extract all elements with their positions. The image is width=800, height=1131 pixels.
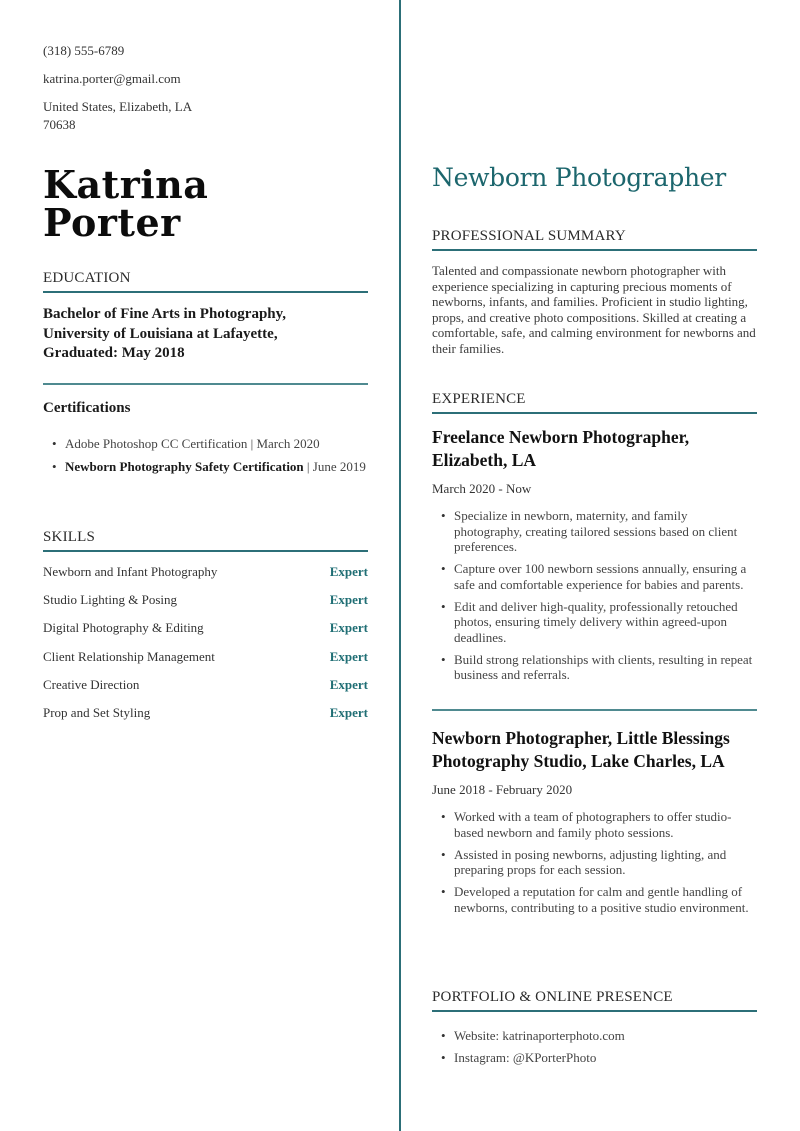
contact-phone: (318) 555-6789	[43, 43, 125, 58]
skill-row	[43, 705, 368, 733]
skill-level: Expert	[329, 704, 368, 720]
education-entry	[43, 305, 368, 364]
job-bullet: • Specialize in newborn, maternity, and family photography, creating tailored sessions based on client preferences.	[432, 508, 757, 555]
experience-heading: EXPERIENCE	[432, 391, 757, 414]
portfolio-section	[432, 989, 757, 1072]
job-bullets	[432, 508, 757, 683]
contact-email: katrina.porter@gmail.com	[43, 71, 181, 86]
certification-item: • Adobe Photoshop CC Certification | March 2020	[43, 436, 368, 452]
contact-address-line1: United States, Elizabeth, LA	[43, 99, 193, 114]
job-dates: June 2018 - February 2020	[432, 782, 573, 797]
skill-level: Expert	[329, 648, 368, 664]
summary-section	[432, 228, 757, 356]
portfolio-heading: PORTFOLIO & ONLINE PRESENCE	[432, 989, 757, 1012]
skill-level: Expert	[329, 592, 368, 608]
skill-level: Expert	[329, 676, 368, 692]
job-bullet: • Build strong relationships with clients, resulting in repeat business and referrals.	[432, 652, 757, 683]
certifications-heading: Certifications	[43, 400, 131, 416]
education-heading: EDUCATION	[43, 270, 368, 293]
job-bullets	[432, 809, 757, 915]
job-dates: March 2020 - Now	[432, 481, 532, 496]
column-divider	[399, 0, 401, 1131]
skill-row	[43, 649, 368, 677]
skill-level: Expert	[329, 620, 368, 636]
certifications-list	[43, 436, 368, 474]
job-entry	[432, 426, 757, 683]
first-name: Katrina	[43, 162, 209, 207]
education-school: University of Louisiana at Lafayette,	[43, 325, 278, 342]
skills-list	[43, 564, 368, 733]
job-bullet: • Edit and deliver high-quality, professionally retouched photos, ensuring timely delivery within agreed-upon deadlines.	[432, 599, 757, 646]
education-section	[43, 270, 368, 364]
experience-section	[432, 391, 757, 689]
skill-name: Client Relationship Management	[43, 648, 215, 664]
skill-row	[43, 564, 368, 592]
skill-name: Studio Lighting & Posing	[43, 592, 177, 608]
education-degree: Bachelor of Fine Arts in Photography,	[43, 306, 287, 322]
job-entry	[432, 727, 757, 922]
education-divider	[43, 383, 368, 385]
skill-name: Digital Photography & Editing	[43, 620, 204, 636]
skill-level: Expert	[329, 564, 368, 579]
certification-item: • Newborn Photography Safety Certification | June 2019	[43, 459, 368, 475]
skill-row	[43, 677, 368, 705]
job-bullet: • Capture over 100 newborn sessions annually, ensuring a safe and comfortable experience for babies and parents.	[432, 561, 757, 592]
contact-address-line2: 70638	[43, 117, 76, 132]
job-title: Newborn Photographer, Little Blessings Photography Studio, Lake Charles, LA	[432, 728, 730, 771]
portfolio-instagram[interactable]: • Instagram: @KPorterPhoto	[432, 1050, 757, 1066]
candidate-name	[43, 162, 209, 245]
education-graduated: Graduated: May 2018	[43, 345, 185, 361]
last-name: Porter	[43, 200, 181, 245]
portfolio-website[interactable]: • Website: katrinaporterphoto.com	[432, 1028, 757, 1044]
skills-heading: SKILLS	[43, 529, 368, 552]
experience-divider	[432, 709, 757, 711]
skill-name: Prop and Set Styling	[43, 704, 151, 720]
skill-row	[43, 592, 368, 620]
skill-row	[43, 620, 368, 648]
job-title: Freelance Newborn Photographer, Elizabeth, LA	[432, 427, 690, 470]
job-bullet: • Developed a reputation for calm and gentle handling of newborns, contributing to a positive studio environment.	[432, 884, 757, 915]
summary-text: Talented and compassionate newborn photographer with experience specializing in capturing precious moments of newborns, infants, and families. Proficient in studio lighting, props, and creative photo compositions. Skilled at creating a comfortable, safe, and calming environment for newborns and their families.	[432, 263, 756, 356]
summary-heading: PROFESSIONAL SUMMARY	[432, 228, 757, 251]
job-bullet: • Worked with a team of photographers to offer studio-based newborn and family photo sessions.	[432, 809, 757, 840]
skill-name: Newborn and Infant Photography	[43, 564, 218, 579]
certifications-section	[43, 400, 368, 474]
portfolio-list	[432, 1028, 757, 1066]
headline-title: Newborn Photographer	[432, 163, 726, 192]
skills-section	[43, 529, 368, 733]
job-bullet: • Assisted in posing newborns, adjusting lighting, and preparing props for each session.	[432, 847, 757, 878]
skill-name: Creative Direction	[43, 676, 140, 692]
